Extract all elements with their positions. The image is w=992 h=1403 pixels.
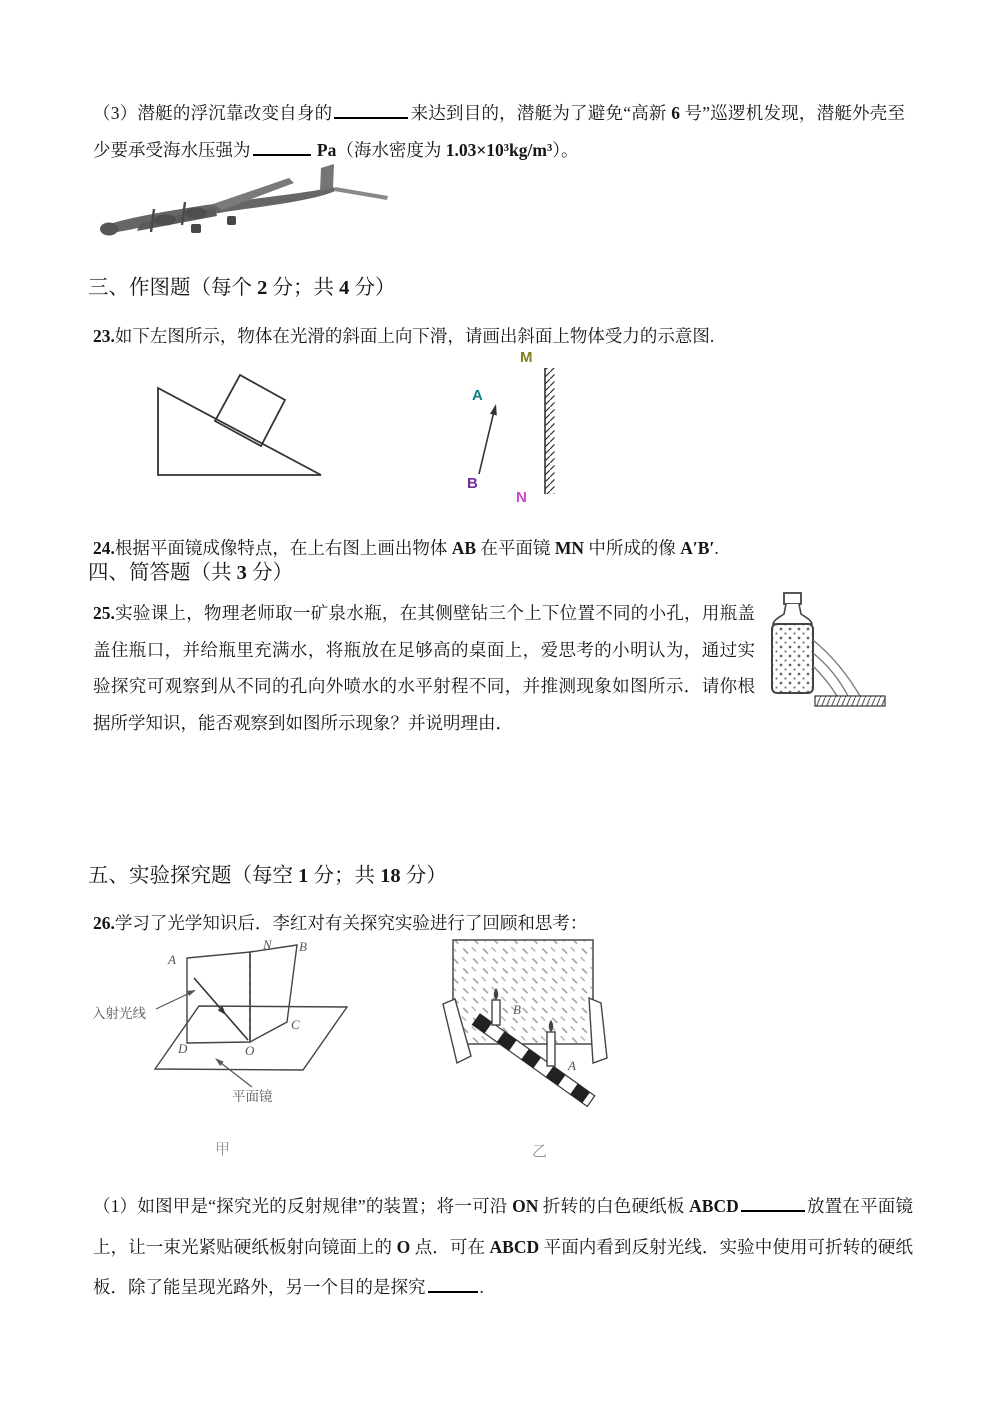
caption-jia: 甲 [215, 1142, 231, 1158]
q24-ab: AB [451, 538, 477, 558]
q22p3-text-4: （海水密度为 [336, 140, 446, 160]
q26p1-text-2: 折转的白色硬纸板 [538, 1196, 690, 1216]
section-4-heading [88, 559, 293, 587]
incident-ray-label: 入射光线 [92, 1006, 146, 1021]
arrow-mirror-figure [452, 344, 570, 506]
q26p1-text-1: （1）如图甲是“探究光的反射规律”的装置；将一可沿 [93, 1196, 513, 1216]
q24-text-3: 中所成的像 [583, 538, 681, 558]
patrol-aircraft-image [95, 160, 395, 255]
sec3-points-each: 2 [257, 277, 268, 299]
incline-block-figure [140, 372, 340, 484]
sec5-text-3: 分） [400, 865, 447, 887]
section-3-heading [88, 274, 396, 302]
cardboard-left-panel [187, 952, 250, 1043]
plane-mirror-label: 平面镜 [232, 1089, 273, 1104]
point-label-o: O [245, 1043, 255, 1058]
glass-plate [453, 940, 593, 1044]
q26p1-text-6: . [479, 1277, 484, 1297]
q23-text: 如下左图所示，物体在光滑的斜面上向下滑，请画出斜面上物体受力的示意图. [114, 326, 715, 346]
question-25 [93, 595, 755, 741]
corner-label-a: A [168, 952, 176, 967]
q22p3-text-3: 号”巡逻机发现，潜艇外壳至少要承受海水压强为 [93, 103, 905, 160]
sec5-points-each: 1 [298, 865, 309, 887]
corner-label-d: D [178, 1041, 188, 1056]
sec3-text-2: 分；共 [267, 277, 340, 299]
right-support [589, 998, 607, 1063]
answer-blank-1 [334, 104, 408, 119]
mirror-label-n: N [516, 489, 527, 506]
q24-text-4: . [714, 538, 719, 558]
sec4-points: 3 [236, 562, 247, 584]
q24-image-ab: A′B′ [680, 538, 715, 558]
q26p1-text-4: 点．可在 [410, 1236, 490, 1257]
reflection-apparatus-figure [90, 938, 400, 1150]
q26p1-abcd-1: ABCD [689, 1196, 739, 1216]
q24-mn: MN [554, 538, 584, 558]
q22p3-density-value: 1.03×10³kg/m³ [445, 140, 553, 160]
plane-mirror-surface [155, 1006, 347, 1070]
q26p1-text-5: 平面内看到反射光线．实验中使用可折转的硬纸板．除了能呈现光路外，另一个目的是探究 [93, 1236, 914, 1297]
q26-number: 26. [93, 913, 115, 933]
sec4-text-2: 分） [246, 562, 293, 584]
question-22-part3 [93, 95, 905, 169]
answer-blank-2 [253, 141, 311, 156]
q22p3-number-6: 6 [671, 103, 680, 123]
water-streams [813, 640, 860, 696]
incline-figure-shapes [158, 375, 321, 475]
candle-label-a: A [568, 1058, 576, 1073]
q23-number: 23. [93, 326, 115, 346]
question-26-part1 [93, 1186, 913, 1308]
q25-number: 25. [93, 603, 115, 623]
incline-triangle [158, 388, 321, 475]
bottle-shape [772, 593, 813, 693]
caption-yi: 乙 [532, 1144, 548, 1160]
incident-ray-pointer [156, 990, 196, 1009]
sec5-text-1: 五、实验探究题（每空 [88, 865, 299, 887]
bottle-figure [760, 590, 910, 730]
sec5-text-2: 分；共 [308, 865, 381, 887]
table-edge [815, 696, 885, 706]
q22p3-text-1: （3）潜艇的浮沉靠改变自身的 [93, 103, 333, 123]
section-5-heading [88, 862, 447, 890]
q26p1-on: ON [512, 1196, 539, 1216]
sec4-text-1: 四、简答题（共 [88, 562, 237, 584]
object-label-a: A [472, 387, 483, 404]
q26p1-text-3: 放置在平面镜上，让一束光紧贴硬纸板射向镜面上的 [93, 1196, 914, 1257]
object-arrow-ab [479, 404, 497, 474]
answer-blank-4 [428, 1278, 478, 1293]
q22p3-unit-pa: Pa [312, 140, 337, 160]
incident-ray [194, 978, 248, 1040]
q26-text: 学习了光学知识后．李红对有关探究实验进行了回顾和思考： [114, 913, 588, 933]
block-on-incline [215, 375, 285, 446]
q22p3-text-2: 来达到目的，潜艇为了避免“高新 [410, 103, 672, 123]
q22p3-text-5: ）。 [552, 140, 579, 160]
corner-label-b: B [299, 939, 307, 954]
q25-text: 实验课上，物理老师取一矿泉水瓶，在其侧壁钻三个上下位置不同的小孔，用瓶盖盖住瓶口，并给瓶里充满水，将瓶放在足够高的桌面上，爱思考的小明认为，通过实验探究可观察到从不同的孔向外喷水的水平射程不同，并推测现象如图所示．请你根据所学知识，能否观察到如图所示现象？并说明理由． [93, 603, 755, 733]
aircraft-silhouette [100, 164, 388, 236]
q26p1-abcd-2: ABCD [489, 1236, 540, 1257]
q24-text-2: 在平面镜 [476, 538, 555, 558]
mirror-pointer [215, 1058, 252, 1087]
mirror-label-m: M [520, 349, 533, 366]
q24-number: 24. [93, 538, 115, 558]
q24-text-1: 根据平面镜成像特点，在上右图上画出物体 [114, 538, 452, 558]
sec3-text-3: 分） [349, 277, 396, 299]
object-label-b: B [467, 475, 478, 492]
corner-label-n: N [263, 938, 272, 952]
candle-label-b: B [513, 1002, 521, 1017]
corner-label-c: C [291, 1017, 300, 1032]
sec5-points-total: 18 [380, 865, 401, 887]
glass-candle-figure [425, 926, 687, 1136]
mirror-hatching [546, 368, 555, 494]
answer-blank-3 [741, 1197, 805, 1212]
sec3-text-1: 三、作图题（每个 [88, 277, 258, 299]
cardboard-right-panel [250, 945, 297, 1042]
sec3-points-total: 4 [339, 277, 350, 299]
q26p1-point-o: O [396, 1236, 411, 1257]
